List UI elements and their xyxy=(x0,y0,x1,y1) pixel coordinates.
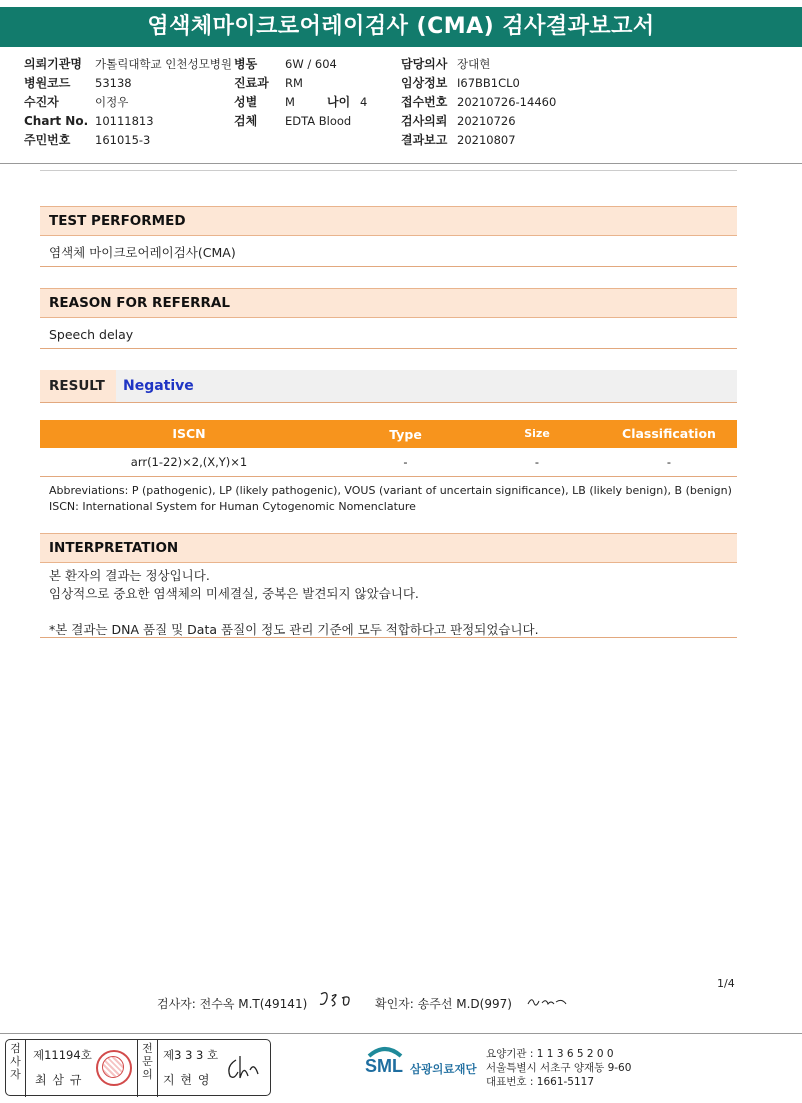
footer-divider xyxy=(0,1033,802,1034)
tester-info: 검사자: 전수옥 M.T(49141) xyxy=(157,997,308,1011)
doctor-value: 장대현 xyxy=(457,57,491,71)
ward-value: 6W / 604 xyxy=(285,57,337,71)
org-address: 서울특별시 서초구 양재동 9-60 xyxy=(486,1062,632,1074)
certification-stamp xyxy=(5,1039,271,1096)
specialist-signature-icon xyxy=(224,1052,264,1084)
clinical-info-value: I67BB1CL0 xyxy=(457,76,520,90)
age-label: 나이 xyxy=(327,95,351,109)
result-table-header xyxy=(40,420,737,448)
tester-signature-icon xyxy=(318,988,354,1010)
org-phone: 대표번호 : 1661-5117 xyxy=(486,1076,595,1088)
report-title: 염색체마이크로어레이검사 (CMA) 검사결과보고서 xyxy=(0,7,802,47)
interpretation-divider xyxy=(40,637,737,638)
department-value: RM xyxy=(285,76,303,90)
stamp-number-tester: 제11194호 xyxy=(33,1048,92,1062)
requesting-institution-label: 의뢰기관명 xyxy=(24,57,82,71)
confirmer-signature-icon xyxy=(526,994,568,1010)
chart-no-label: Chart No. xyxy=(24,114,89,128)
hospital-code-label: 병원코드 xyxy=(24,76,71,90)
header-col2 xyxy=(234,55,367,131)
header-col3 xyxy=(401,55,556,150)
result-row xyxy=(40,370,737,403)
reason-text: Speech delay xyxy=(49,327,134,342)
stamp-name-tester: 최 삼 규 xyxy=(35,1073,83,1087)
col-type: Type xyxy=(389,427,422,442)
header-col1 xyxy=(24,55,232,150)
specimen-label: 검체 xyxy=(234,114,258,128)
cell-type: - xyxy=(403,455,408,469)
interpretation-line1: 본 환자의 결과는 정상입니다. xyxy=(49,568,210,583)
tester-seal-icon xyxy=(96,1050,132,1086)
clinical-info-label: 임상정보 xyxy=(401,76,448,90)
org-name: 삼광의료재단 xyxy=(410,1062,477,1076)
result-value: Negative xyxy=(123,378,194,394)
result-report-label: 결과보고 xyxy=(401,133,448,147)
confirmer-info: 확인자: 송주선 M.D(997) xyxy=(375,997,512,1011)
receipt-number-value: 20210726-14460 xyxy=(457,95,557,109)
stamp-label-specialist: 전문의 xyxy=(137,1040,158,1097)
org-details xyxy=(486,1047,631,1089)
test-request-label: 검사의뢰 xyxy=(401,114,448,128)
receipt-number-label: 접수번호 xyxy=(401,95,448,109)
hospital-code-value: 53138 xyxy=(95,76,132,90)
col-size: Size xyxy=(524,427,550,440)
header-subdivider xyxy=(40,170,737,171)
cell-classification: - xyxy=(666,455,672,469)
resident-number-label: 주민번호 xyxy=(24,133,71,147)
age-value: 4 xyxy=(360,95,368,109)
abbreviations-line1: Abbreviations: P (pathogenic), LP (likely pathogenic), VOUS (variant of uncertain significance), LB (likely benign), B (benign) xyxy=(49,484,732,497)
org-logo: SML xyxy=(365,1056,403,1076)
page-number: 1/4 xyxy=(717,977,735,990)
stamp-label-tester: 검사자 xyxy=(6,1040,26,1097)
reason-heading: REASON FOR REFERRAL xyxy=(40,288,737,318)
org-code: 요양기관 : 1 1 3 6 5 2 0 0 xyxy=(486,1048,614,1060)
abbreviations-line2: ISCN: International System for Human Cytogenomic Nomenclature xyxy=(49,500,416,513)
patient-value: 이정우 xyxy=(95,95,129,109)
sex-label: 성별 xyxy=(234,95,258,109)
interpretation-heading: INTERPRETATION xyxy=(40,533,737,563)
requesting-institution-value: 가톨릭대학교 인천성모병원 xyxy=(95,57,232,71)
doctor-label: 담당의사 xyxy=(401,57,448,71)
table-row xyxy=(40,449,737,477)
test-performed-heading: TEST PERFORMED xyxy=(40,206,737,236)
interpretation-line3: *본 결과는 DNA 품질 및 Data 품질이 정도 관리 기준에 모두 적합하다고 판정되었습니다. xyxy=(49,622,539,637)
cell-iscn: arr(1-22)×2,(X,Y)×1 xyxy=(130,455,248,469)
interpretation-text xyxy=(49,567,539,639)
abbreviations xyxy=(49,483,732,515)
ward-label: 병동 xyxy=(234,57,258,71)
interpretation-line2: 임상적으로 중요한 염색체의 미세결실, 중복은 발견되지 않았습니다. xyxy=(49,586,419,601)
sex-value: M xyxy=(285,95,295,109)
stamp-number-specialist: 제3 3 3 호 xyxy=(163,1048,219,1062)
result-label: RESULT xyxy=(40,370,116,402)
header-divider xyxy=(0,163,802,164)
specimen-value: EDTA Blood xyxy=(285,114,352,128)
test-request-value: 20210726 xyxy=(457,114,516,128)
resident-number-value: 161015-3 xyxy=(95,133,151,147)
result-report-value: 20210807 xyxy=(457,133,516,147)
patient-label: 수진자 xyxy=(24,95,59,109)
test-performed-divider xyxy=(40,266,737,267)
reason-divider xyxy=(40,348,737,349)
department-label: 진료과 xyxy=(234,76,269,90)
test-performed-text: 염색체 마이크로어레이검사(CMA) xyxy=(49,245,236,260)
col-classification: Classification xyxy=(622,426,716,441)
stamp-name-specialist: 지 현 영 xyxy=(163,1073,211,1087)
col-iscn: ISCN xyxy=(172,426,206,441)
chart-no-value: 10111813 xyxy=(95,114,154,128)
cell-size: - xyxy=(534,455,540,469)
